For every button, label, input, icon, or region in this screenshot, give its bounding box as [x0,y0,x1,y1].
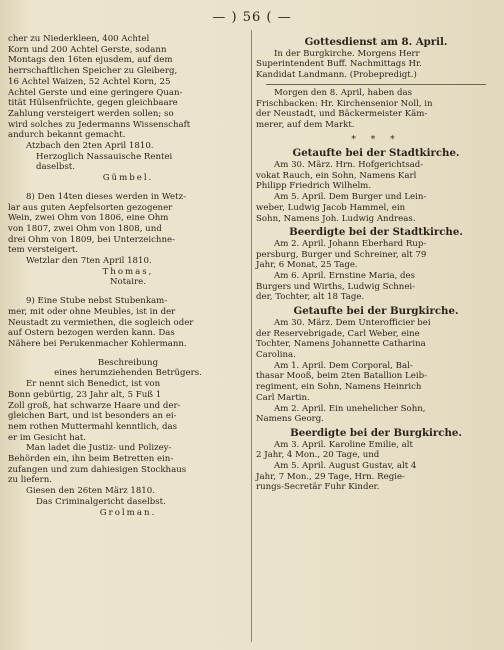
text-line: gleichen Bart, und ist besonders an ei- [8,411,177,422]
left-column [8,34,248,518]
text-line: Philipp Friedrich Wilhelm. [256,181,372,192]
text-line: Am 2. April. Ein unehelicher Sohn, [274,403,426,414]
text-line: andurch bekannt gemacht. [8,130,126,141]
text-line: auf Ostern bezogen werden kann. Das [8,328,175,339]
text-line: nem rothen Muttermahl kenntlich, das [8,421,178,432]
signature-title: Notaire. [110,277,146,288]
text-line: Achtel Gerste und eine geringere Quan- [8,87,183,98]
text-line: Am 30. März. Hrn. Hofgerichtsad- [274,160,424,171]
text-line: Montags den 16ten ejusdem, auf dem [8,55,173,66]
section-heading: Getaufte bei der Burgkirche. [293,305,459,318]
text-line: Burgers und Wirths, Ludwig Schnei- [256,281,416,292]
text-line: thasar Mooß, beim 2ten Batallion Leib- [256,371,427,382]
signature-name: Grolman. [99,507,157,518]
section-heading: Gottesdienst am 8. April. [304,36,448,48]
dateline: Atzbach den 2ten April 1810. [26,141,154,152]
text-line: cher zu Niederkleen, 400 Achtel [8,34,150,44]
text-line: Wein, zwei Ohm von 1806, eine Ohm [8,213,169,224]
column-divider [251,30,252,642]
text-line: wird solches zu Jedermanns Wissenschaft [8,119,191,130]
text-line: Jahr, 6 Monat, 25 Tage. [256,260,358,271]
notice-subheading: eines herumziehenden Betrügers. [54,368,202,379]
text-line: Tochter, Namens Johannette Catharina [256,339,426,350]
text-line: regiment, ein Sohn, Namens Heinrich [256,382,422,393]
text-line: Am 1. April. Dem Corporal, Bal- [274,360,413,371]
signature-name: Thomas, [102,266,154,277]
text-line: Superintendent Buff. Nachmittags Hr. [256,59,422,70]
text-line: Behörden ein, ihn beim Betretten ein- [8,454,174,465]
right-column [256,34,496,493]
text-line: Zahlung versteigert werden sollen; so [8,108,174,119]
signature-name: Gümbel. [102,173,154,184]
text-line: vokat Rauch, ein Sohn, Namens Karl [256,170,417,181]
text-line: tem versteigert. [8,245,79,256]
signature-office: daselbst. [36,162,75,173]
text-line: weber, Ludwig Jacob Hammel, ein [256,202,406,213]
text-line: tität Hülsenfrüchte, gegen gleichbaare [8,98,178,109]
text-line: Kandidat Landmann. (Probepredigt.) [256,70,417,81]
text-line: Namens Georg. [256,414,325,425]
text-line: zufangen und zum dahiesigen Stockhaus [8,464,187,475]
text-line: Bonn gebürtig, 23 Jahr alt, 5 Fuß 1 [8,389,162,400]
section-heading: Beerdigte bei der Stadtkirche. [289,226,463,239]
text-line: zu liefern. [8,475,53,486]
text-line: Neustadt zu vermiethen, die sogleich oder [8,317,194,328]
text-line: Am 3. April. Karoline Emilie, alt [274,439,414,450]
dateline: Giesen den 26ten März 1810. [26,486,155,497]
text-line: der, Tochter, alt 18 Tage. [256,292,365,303]
text-line: Morgen den 8. April, haben das [274,87,413,98]
text-line: mer, mit oder ohne Meubles, ist in der [8,306,176,317]
text-line: Er nennt sich Benedict, ist von [26,379,161,390]
text-line: Carl Martin. [256,392,310,403]
text-line: Am 5. April. Dem Burger und Lein- [274,192,427,203]
text-line: von 1807, zwei Ohm von 1808, und [8,223,162,234]
text-line: Jahr, 7 Mon., 29 Tage, Hrn. Regie- [256,471,405,482]
text-line: 8) Den 14ten dieses werden in Wetz- [26,191,187,202]
text-line: Man ladet die Justiz- und Polizey- [26,443,172,454]
text-line: Frischbacken: Hr. Kirchensenior Noll, in [256,98,433,109]
text-line: lar aus guten Aepfelsorten gezogener [8,202,173,213]
text-line: der Neustadt, und Bäckermeister Käm- [256,109,428,120]
text-line: 16 Achtel Waizen, 52 Achtel Korn, 25 [8,76,171,87]
section-heading: Beerdigte bei der Burgkirche. [290,426,462,439]
text-line: Korn und 200 Achtel Gerste, sodann [8,44,167,55]
text-line: der Reservebrigade, Carl Weber, eine [256,328,420,339]
dateline: Wetzlar den 7ten April 1810. [26,256,152,267]
text-line: Am 30. März. Dem Unterofficier bei [274,317,431,328]
text-line: In der Burgkirche. Morgens Herr [274,48,420,59]
text-line: 9) Eine Stube nebst Stubenkam- [26,296,168,307]
text-line: Zoll groß, hat schwarze Haare und der- [8,400,181,411]
page-number: — ) 56 ( — [212,10,292,25]
section-heading: Getaufte bei der Stadtkirche. [292,147,460,160]
signature-office: Herzoglich Nassauische Rentei [36,151,173,162]
text-line: merer, auf dem Markt. [256,119,355,130]
text-line: Am 5. April. August Gustav, alt 4 [274,461,417,472]
text-line: drei Ohm von 1809, bei Unterzeichne- [8,234,175,245]
text-line: rungs-Secretär Fuhr Kinder. [256,482,380,493]
text-line: er im Gesicht hat. [8,432,87,443]
star-separator: * * * [351,134,401,145]
signature-office: Das Criminalgericht daselbst. [36,496,166,507]
rule-divider [266,84,486,85]
text-line: Nähere bei Perukenmacher Kohlermann. [8,338,187,349]
text-line: Am 2. April. Johann Eberhard Rup- [274,238,427,249]
text-line: Sohn, Namens Joh. Ludwig Andreas. [256,213,416,224]
text-line: Carolina. [256,349,296,360]
text-line: 2 Jahr, 4 Mon., 20 Tage, und [256,450,380,461]
text-line: herrschaftlichen Speicher zu Gleiberg, [8,66,178,77]
notice-heading: Beschreibung [97,357,159,368]
text-line: persburg, Burger und Schreiner, alt 79 [256,249,427,260]
text-line: Am 6. April. Ernstine Maria, des [274,271,416,282]
